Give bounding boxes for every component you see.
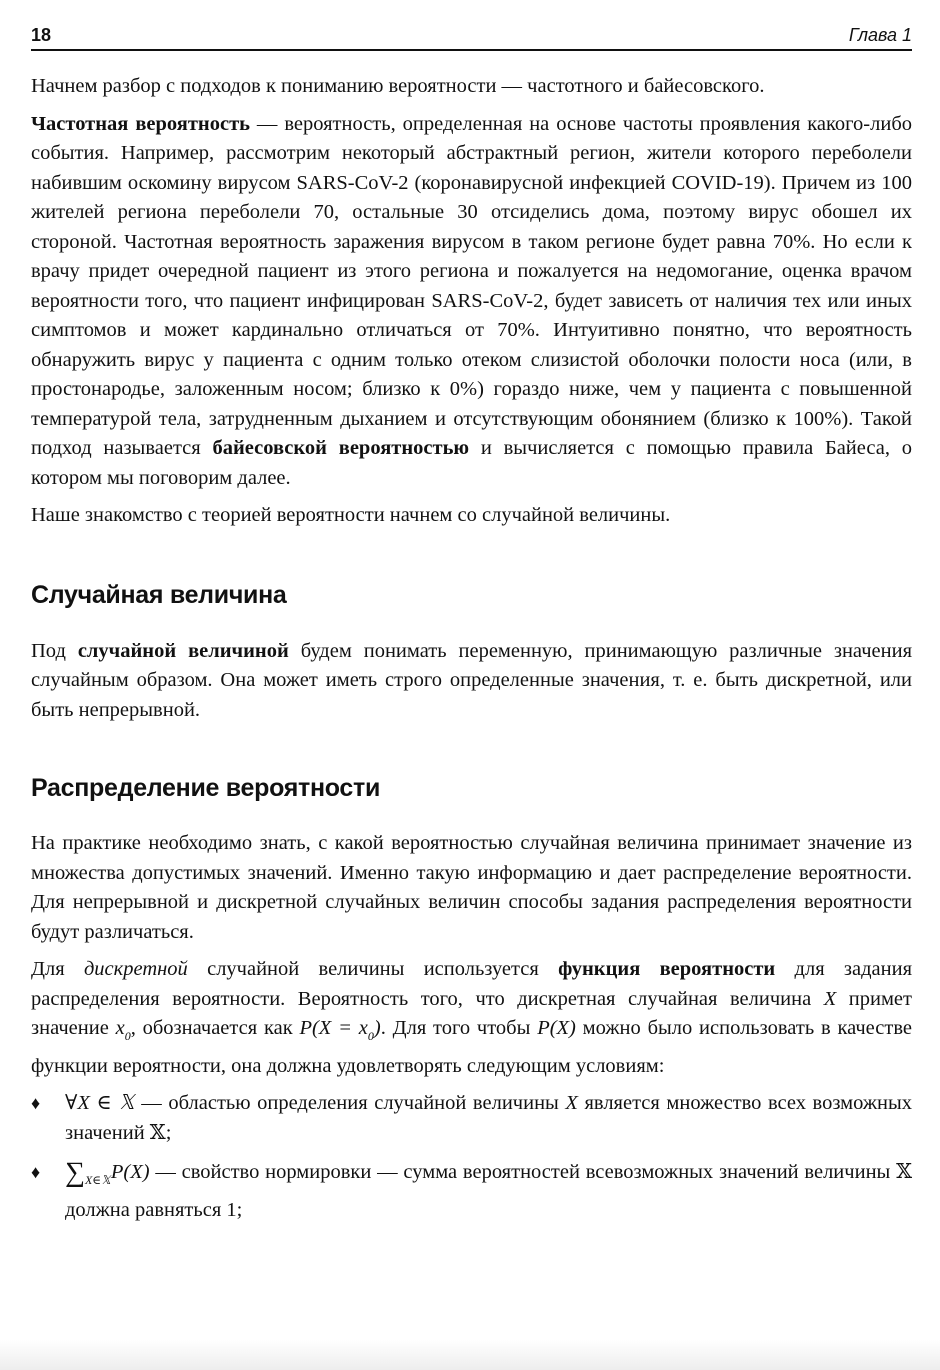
random-intro-paragraph: Наше знакомство с теорией вероятности начнем со случайной величины. bbox=[31, 504, 671, 526]
math-x0-base: x bbox=[115, 1017, 125, 1039]
dist-p2-a: Для bbox=[31, 958, 84, 980]
dist-p2-d: примет значение bbox=[31, 987, 912, 1039]
running-header bbox=[31, 24, 912, 51]
page-bottom-shadow bbox=[0, 1340, 940, 1370]
math-x: X bbox=[565, 1092, 578, 1114]
section-heading-random-variable: Случайная величина bbox=[31, 580, 287, 609]
bullet-1-text: — областью определения случайной величины bbox=[134, 1092, 566, 1114]
intro-paragraph: Начнем разбор с подходов к пониманию вероятности — частотного и байесовского. bbox=[31, 75, 765, 97]
term-probability-function: функция вероятности bbox=[558, 958, 776, 980]
distribution-paragraph-2 bbox=[31, 955, 912, 1081]
math-prob-expr-b: ) bbox=[373, 1017, 381, 1039]
math-set: 𝕏 bbox=[149, 1121, 166, 1144]
page-number: 18 bbox=[31, 25, 52, 45]
term-frequency-probability: Частотная вероятность bbox=[31, 112, 250, 135]
list-item bbox=[31, 1158, 912, 1225]
frequency-text-2: и вычисляется с помощью правила Байеса, о котором мы поговорим далее. bbox=[31, 437, 912, 489]
term-bayesian-probability: байесовской вероятностью bbox=[212, 437, 470, 459]
bullet-2-end: должна равняться 1; bbox=[65, 1198, 243, 1221]
dist-p2-b: случайной величины используется bbox=[187, 958, 559, 980]
distribution-paragraph-1: На практике необходимо знать, с какой вероятностью случайная величина принимает значение из множества допустимых значений. Именно такую информацию и дает распределение вероятности. Для непрерывной и дискретной случайных величин способы задания распределения вероятности будут различаться. bbox=[31, 832, 912, 943]
random-variable-paragraph bbox=[31, 637, 912, 726]
chapter-label: Глава 1 bbox=[848, 25, 912, 45]
bullet-1-end: ; bbox=[165, 1121, 172, 1144]
sum-subscript: X∈𝕏 bbox=[84, 1173, 111, 1187]
sum-icon: ∑ bbox=[65, 1157, 85, 1188]
math-px: P(X) bbox=[110, 1161, 150, 1183]
bullet-1-text-2: является множество всех возможных значений bbox=[65, 1092, 912, 1144]
math-prob-expr-sub: 0 bbox=[367, 1029, 374, 1043]
rv-text-rest: будем понимать переменную, принимающую различные значения случайным образом. Она может иметь строго определенные значения, т. е. быть дискретной, или быть непрерывной. bbox=[31, 639, 912, 721]
term-discrete: дискретной bbox=[83, 958, 188, 980]
frequency-paragraph bbox=[31, 110, 912, 494]
diamond-bullet-icon: ♦ bbox=[31, 1162, 41, 1182]
frequency-text-1: — вероятность, определенная на основе частоты проявления какого-либо события. Например, рассмотрим некоторый абстрактный регион, жители которого переболели набившим оскомину вирусом SARS-CoV-2 (коронавирусной инфекцией COVID-19). Причем из 100 жителей региона переболели 70, остальные 30 отсиделись дома, поэтому вирус обошел их стороной. Частотная вероятность заражения вирусом в таком регионе будет равна 70%. Но если к врачу придет очередной пациент из этого региона и пожалуется на недомогание, оценка врачом вероятности того, что пациент инфицирован SARS-CoV-2, будет зависеть от наличия тех или иных симптомов и может кардинально отличаться от 70%. Интуитивно понятно, что вероятность обнаружить вирус у пациента с одним только отеком слизистой оболочки полости носа (или, в простонародье, заложенным носом; близко к 0%) гораздо ниже, чем у пациента с повышенной температурой тела, затрудненным дыханием и отсутствующим обонянием (близко к 100%). Такой подход называется bbox=[31, 112, 912, 459]
rv-text-start: Под bbox=[31, 639, 78, 662]
math-x: X bbox=[823, 987, 837, 1010]
math-px: P(X) bbox=[537, 1017, 576, 1039]
math-prob-expr-a: P(X = x bbox=[299, 1017, 368, 1039]
diamond-bullet-icon: ♦ bbox=[31, 1093, 41, 1113]
dist-p2-e: , обозначается как bbox=[130, 1017, 300, 1039]
term-random-variable: случайной величиной bbox=[77, 639, 289, 662]
dist-p2-f: . Для того чтобы bbox=[380, 1017, 538, 1039]
page-content bbox=[31, 72, 912, 1235]
math-x0 bbox=[115, 1017, 131, 1043]
dist-p2-c: для задания распределения вероятности. Вероятность того, что дискретная случайная величина bbox=[31, 958, 912, 1010]
list-item bbox=[31, 1089, 912, 1148]
math-forall: ∀X ∈ 𝕏 bbox=[65, 1092, 135, 1114]
math-x0-sub: 0 bbox=[124, 1029, 131, 1043]
bullet-2-text: — свойство нормировки — сумма вероятностей всевозможных значений величины bbox=[149, 1161, 897, 1183]
math-set: 𝕏 bbox=[896, 1161, 912, 1183]
dist-p2-g: можно было использовать в качестве функции вероятности, она должна удовлетворять следующим условиям: bbox=[31, 1017, 913, 1077]
section-heading-distribution: Распределение вероятности bbox=[31, 774, 381, 802]
math-prob-expression bbox=[299, 1017, 381, 1043]
